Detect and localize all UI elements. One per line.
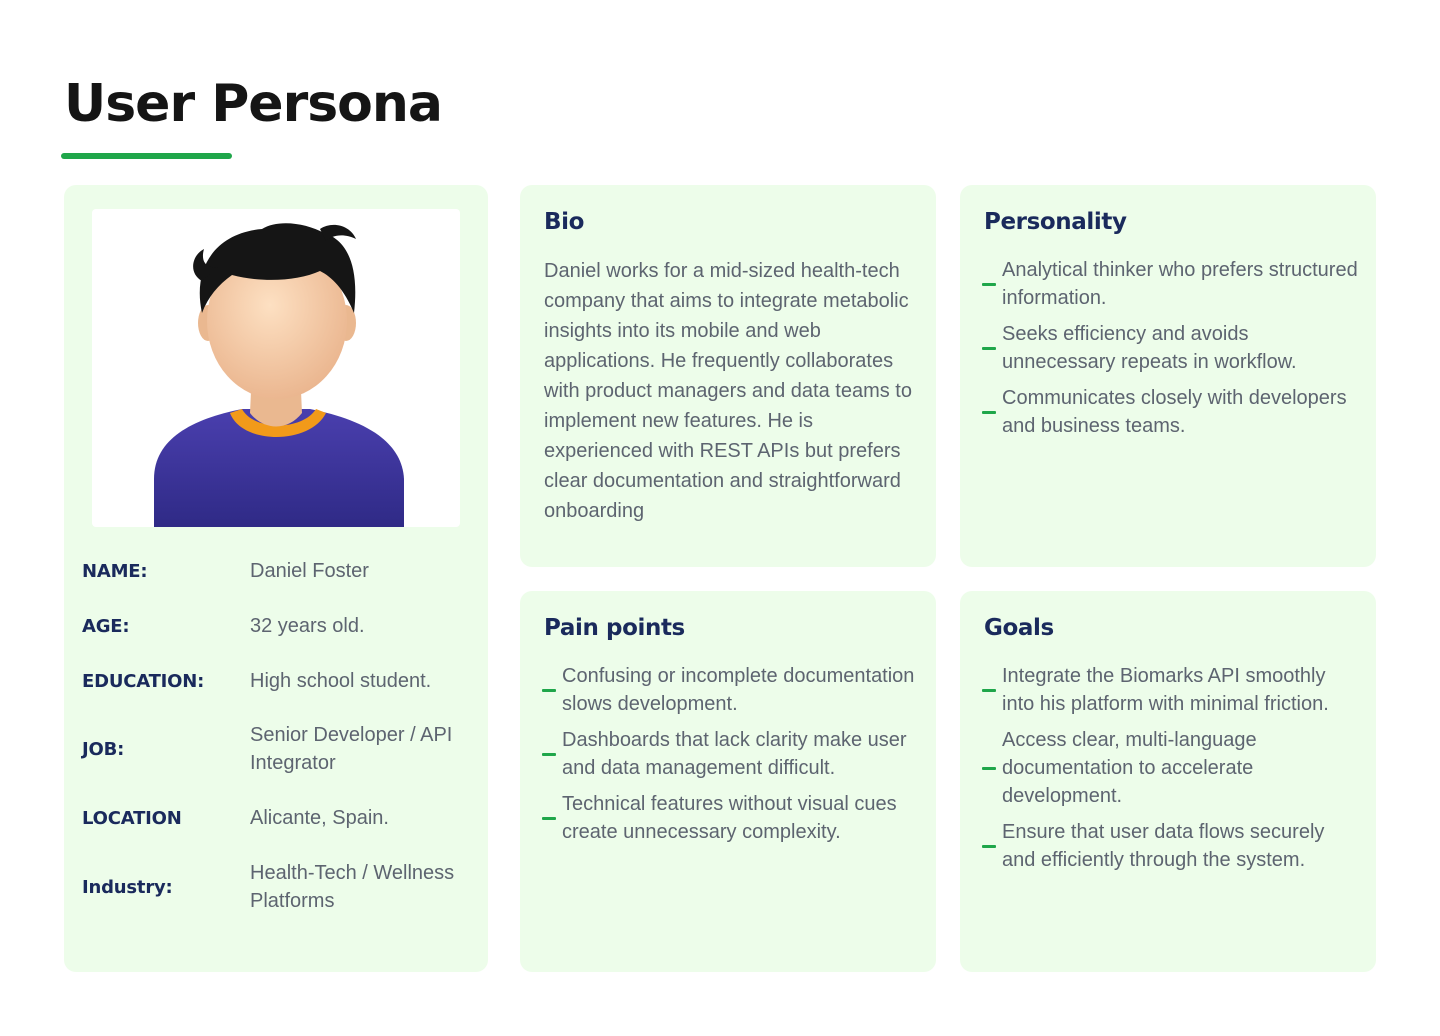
list-item-text: Confusing or incomplete documentation slows development. (562, 665, 915, 715)
goals-list (982, 662, 1362, 882)
info-row-location (82, 804, 472, 832)
goals-card (960, 591, 1376, 972)
bio-card (520, 185, 936, 567)
bio-text: Daniel works for a mid-sized health-tech company that aims to integrate metabolic insights into its mobile and web applications. He frequently collaborates with product managers and data teams to implement new features. He is experienced with REST APIs but prefers clear documentation and straightforward onboarding (544, 260, 912, 522)
page-title: User Persona (64, 74, 442, 134)
list-item-text: Seeks efficiency and avoids unnecessary repeats in workflow. (1002, 323, 1297, 373)
info-row-name (82, 557, 472, 585)
list-item-text: Integrate the Biomarks API smoothly into his platform with minimal friction. (1002, 665, 1329, 715)
info-row-education (82, 667, 472, 695)
list-item (542, 726, 922, 782)
dash-bullet-icon (542, 817, 556, 820)
info-value: Health-Tech / Wellness Platforms (250, 862, 455, 912)
info-label: Industry: (82, 876, 173, 898)
dash-bullet-icon (542, 753, 556, 756)
info-row-job (82, 721, 472, 777)
list-item (982, 662, 1362, 718)
dash-bullet-icon (542, 689, 556, 692)
dash-bullet-icon (982, 347, 996, 350)
personality-card (960, 185, 1376, 567)
profile-card (64, 185, 488, 972)
info-value: Senior Developer / API Integrator (250, 724, 453, 774)
info-label: AGE: (82, 615, 130, 637)
list-item-text: Technical features without visual cues create unnecessary complexity. (562, 793, 897, 843)
personality-list (982, 256, 1362, 448)
dash-bullet-icon (982, 767, 996, 770)
list-item-text: Analytical thinker who prefers structured information. (1002, 259, 1358, 309)
info-value: Alicante, Spain. (250, 807, 389, 829)
dash-bullet-icon (982, 845, 996, 848)
title-underline (61, 153, 232, 159)
info-value: High school student. (250, 670, 432, 692)
info-value: Daniel Foster (250, 560, 369, 582)
info-label: EDUCATION: (82, 670, 205, 692)
list-item (982, 384, 1362, 440)
list-item (542, 790, 922, 846)
personality-heading: Personality (984, 209, 1127, 235)
list-item (982, 818, 1362, 874)
info-label: JOB: (82, 738, 125, 760)
dash-bullet-icon (982, 283, 996, 286)
list-item-text: Communicates closely with developers and business teams. (1002, 387, 1347, 437)
info-label: NAME: (82, 560, 148, 582)
person-avatar-icon (92, 209, 460, 527)
info-row-age (82, 612, 472, 640)
pain-points-heading: Pain points (544, 615, 685, 641)
avatar (92, 209, 460, 527)
info-label: LOCATION (82, 807, 182, 829)
list-item (542, 662, 922, 718)
info-value: 32 years old. (250, 615, 365, 637)
pain-points-list (542, 662, 922, 854)
bio-heading: Bio (544, 209, 585, 235)
goals-heading: Goals (984, 615, 1054, 641)
pain-points-card (520, 591, 936, 972)
dash-bullet-icon (982, 689, 996, 692)
list-item-text: Dashboards that lack clarity make user and data management difficult. (562, 729, 907, 779)
dash-bullet-icon (982, 411, 996, 414)
info-row-industry (82, 859, 472, 915)
list-item (982, 256, 1362, 312)
list-item-text: Ensure that user data flows securely and efficiently through the system. (1002, 821, 1325, 871)
list-item (982, 726, 1362, 810)
list-item-text: Access clear, multi-language documentation to accelerate development. (1002, 729, 1257, 807)
list-item (982, 320, 1362, 376)
